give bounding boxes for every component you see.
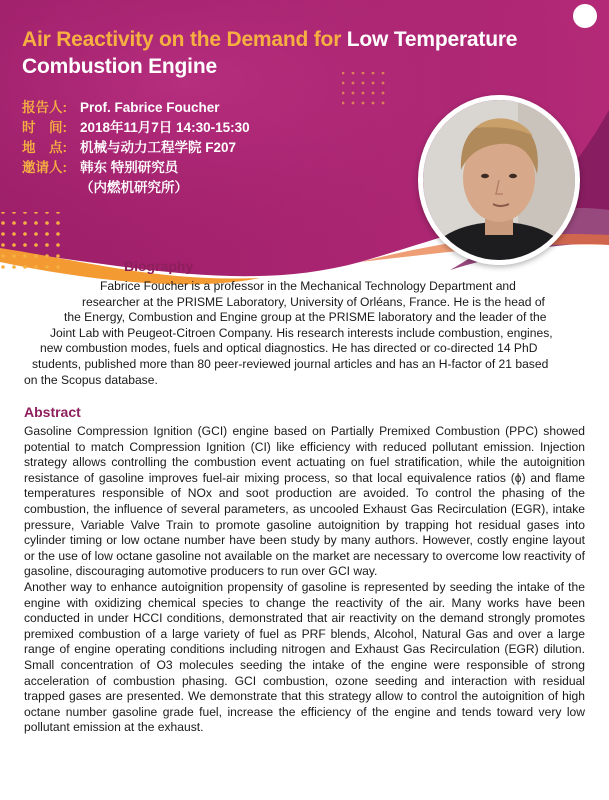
biography-line: the Energy, Combustion and Engine group at the PRISME laboratory and the leader of the	[64, 310, 547, 325]
biography-line: Fabrice Foucher is a professor in the Mechanical Technology Department and	[100, 279, 516, 293]
info-time	[22, 118, 250, 138]
biography-line: Joint Lab with Peugeot-Citroen Company. His research interests include combustion, engines,	[50, 325, 553, 340]
info-value: 韩东 特别研究员	[80, 160, 179, 175]
speaker-portrait-image	[423, 100, 575, 260]
abstract-heading: Abstract	[24, 404, 81, 420]
info-label: 时 间:	[22, 120, 67, 135]
info-label: 报告人:	[22, 100, 67, 115]
info-value: （内燃机研究所）	[80, 180, 188, 195]
biography-heading: Biography	[124, 258, 194, 274]
biography-line: students, published more than 80 peer-reviewed journal articles and has an H-factor of 21 based	[32, 356, 549, 371]
abstract-text	[24, 424, 585, 736]
title-highlight: Air Reactivity on the Demand for	[22, 28, 347, 51]
biography-text	[24, 279, 585, 388]
abstract-paragraph-2: Another way to enhance autoignition propensity of gasoline is represented by seeding the intake of the engine with oxidizing chemical species to change the reactivity of the air. Many works have been conducted in under HCCI conditions, demonstrated that air reactivity on the demand strongly promotes premixed combustion of a large variety of fuel as PRF blends, Alcohol, Natural Gas and over a large range of engine operating conditions including nitrogen and Exhaust Gas Recirculation (EGR) dilution. Small concentration of O3 molecules seeding the intake of the engine were responsible of strong acceleration of combustion phasing. GCI combustion, ozone seeding and interaction with residual trapped gases are presented. We demonstrate that this strategy allow to control the autoignition of high octane number gasoline grade fuel, increase the efficiency of the engine and tends toward very low pollutant emission at the exhaust.	[24, 579, 585, 735]
title-rest: Low Temperature Combustion Engine	[22, 28, 518, 78]
biography-line: researcher at the PRISME Laboratory, University of Orléans, France. He is the head of	[82, 294, 545, 309]
info-value: Prof. Fabrice Foucher	[80, 100, 220, 115]
biography-line: on the Scopus database.	[24, 372, 158, 387]
info-host-institute	[22, 178, 188, 198]
info-label: 邀请人:	[22, 160, 67, 175]
abstract-paragraph-1: Gasoline Compression Ignition (GCI) engine based on Partially Premixed Combustion (PPC) showed potential to match Compression Ignition (CI) like efficiency with reduced pollutant emission. Injection strategy allows controlling the combustion event actuating on fuel stratification, while the autoignition resistance of gasoline improves fuel-air mixing process, so that local equivalence ratios (ϕ) and flame temperatures responsible of NOx and soot production are avoided. To control the phasing of the combustion, the influence of several parameters, as uncooled Exhaust Gas Recirculation (EGR), intake pressure, Variable Valve Train to promote gasoline autoignition by trapping hot residual gases into cylinder timing or low octane number have been study by many authors. However, costly engine layout or the use of low octane gasoline not available on the market are necessary to overcome low reactivity of gasoline, discouraging automotive producers to run over GCI way.	[24, 424, 585, 579]
page-title	[22, 26, 597, 80]
info-value: 2018年11月7日 14:30-15:30	[80, 120, 250, 135]
info-location	[22, 138, 236, 158]
speaker-photo	[418, 95, 580, 265]
info-host	[22, 158, 178, 178]
info-speaker	[22, 98, 220, 118]
info-value: 机械与动力工程学院 F207	[80, 140, 237, 155]
biography-line: new combustion modes, fuels and optical diagnostics. He has directed or co-directed 14 PhD	[40, 341, 538, 356]
info-label: 地 点:	[22, 140, 67, 155]
